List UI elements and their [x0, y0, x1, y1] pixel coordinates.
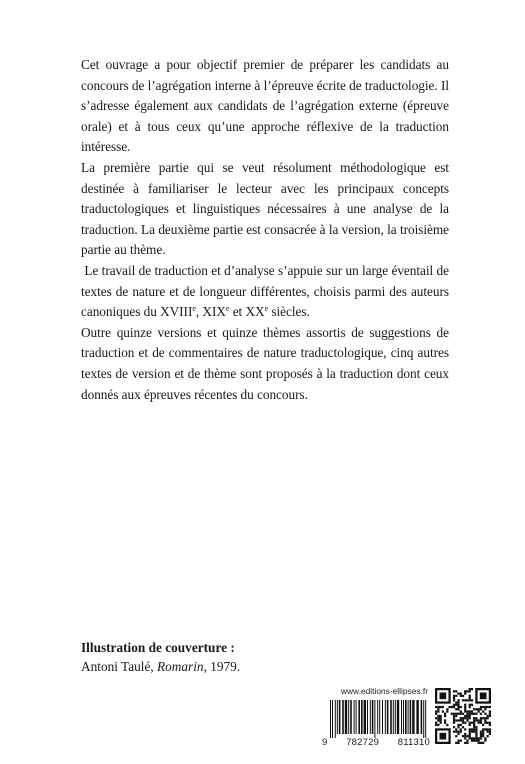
qr-module — [435, 722, 437, 724]
qr-module — [466, 699, 468, 701]
barcode-bar — [332, 700, 333, 738]
qr-module — [453, 695, 455, 697]
qr-module — [439, 717, 441, 719]
isbn-barcode — [322, 700, 430, 738]
qr-module — [480, 713, 482, 715]
qr-module — [469, 717, 471, 719]
barcode-bar — [412, 700, 414, 734]
qr-module — [482, 733, 484, 735]
qr-module — [478, 719, 480, 721]
qr-module — [473, 724, 475, 726]
qr-module — [462, 695, 464, 697]
qr-module — [439, 706, 441, 708]
qr-module — [444, 719, 446, 721]
barcode-bar — [387, 700, 389, 734]
qr-module — [457, 701, 459, 703]
illustration-work: Romarin — [157, 659, 204, 674]
qr-module — [487, 706, 489, 708]
barcode-bar — [397, 700, 399, 734]
barcode-bar — [339, 700, 341, 734]
qr-module — [469, 722, 471, 724]
qr-module — [473, 719, 475, 721]
qr-module — [480, 731, 482, 733]
qr-finder-center — [480, 692, 487, 699]
barcode-bar — [395, 700, 396, 734]
qr-module — [475, 713, 477, 715]
qr-module — [478, 708, 480, 710]
qr-module — [453, 731, 455, 733]
blurb-paragraph-2: La première partie qui se veut résolument méthodologique est destinée à familiariser le lecteur avec les principaux concepts traductologiques et linguistiques nécessaires à une analyse de la traduction. La deuxième partie est consacrée à la version, la troisième partie au thème. — [81, 159, 449, 258]
qr-module — [473, 708, 475, 710]
barcode-bar — [350, 700, 352, 734]
qr-module — [457, 719, 459, 721]
qr-module — [437, 717, 439, 719]
qr-module — [475, 726, 477, 728]
qr-module — [457, 692, 459, 694]
qr-module — [457, 699, 459, 701]
isbn-digit-group-2: 811310 — [397, 737, 430, 748]
qr-module — [482, 710, 484, 712]
illustration-year: , 1979. — [203, 659, 241, 674]
qr-module — [475, 737, 477, 739]
qr-module — [475, 717, 477, 719]
qr-module — [480, 733, 482, 735]
qr-module — [464, 710, 466, 712]
barcode-bar — [358, 700, 360, 734]
qr-module — [469, 713, 471, 715]
qr-module — [435, 717, 437, 719]
qr-module — [484, 728, 486, 730]
barcode-bar — [374, 700, 375, 738]
qr-module — [460, 728, 462, 730]
illustration-artist: Antoni Taulé, — [81, 659, 154, 674]
qr-module — [462, 699, 464, 701]
qr-module — [437, 719, 439, 721]
barcode-bar — [348, 700, 349, 734]
barcode-bar — [335, 700, 336, 738]
qr-module — [484, 722, 486, 724]
barcode-bar — [370, 700, 371, 734]
qr-module — [489, 731, 491, 733]
qr-module — [453, 697, 455, 699]
qr-module — [460, 706, 462, 708]
qr-module — [478, 710, 480, 712]
qr-module — [455, 713, 457, 715]
qr-module — [466, 717, 468, 719]
blurb-paragraph-3-text: Le travail de traduction et d’analyse s’appuie sur un large éventail de textes de nature et de longueur différentes, choisis parmi des auteurs canoniques du — [81, 262, 449, 320]
qr-module — [460, 740, 462, 742]
century-20: XX — [245, 304, 265, 320]
qr-module — [489, 710, 491, 712]
qr-module — [489, 722, 491, 724]
qr-module — [473, 728, 475, 730]
qr-module — [455, 704, 457, 706]
qr-module — [489, 715, 491, 717]
barcode-bar — [385, 700, 386, 734]
barcode-bar — [379, 700, 380, 734]
qr-module — [466, 735, 468, 737]
qr-module — [466, 742, 468, 744]
blurb-paragraph-1: Cet ouvrage a pour objectif premier de préparer les candidats au concours de l’agrégation interne à l’épreuve écrite de traductologie. Il s’adresse également aux candidats de l’agrégation externe (épreuve orale) et à tous ceux qu’une approche réflexive de la traduction intéresse. — [81, 57, 449, 155]
barcode-bar — [401, 700, 402, 734]
qr-module — [484, 706, 486, 708]
blurb-paragraph-3: Le travail de traduction et d’analyse s’appuie sur un large éventail de textes de nature et de longueur différentes, choisis parmi des auteurs canoniques du XVIIIe, XIXe et XXe siècles. — [81, 262, 449, 320]
qr-module — [478, 722, 480, 724]
qr-module — [480, 708, 482, 710]
barcode-bar — [410, 700, 412, 734]
qr-module — [487, 717, 489, 719]
barcode-bar — [421, 700, 423, 734]
qr-module — [455, 708, 457, 710]
qr-module — [457, 726, 459, 728]
qr-module — [464, 692, 466, 694]
barcode-bar — [342, 700, 344, 734]
illustration-label: Illustration de couverture : — [81, 640, 235, 655]
qr-module — [444, 713, 446, 715]
qr-module — [460, 710, 462, 712]
qr-module — [464, 715, 466, 717]
qr-module — [453, 717, 455, 719]
qr-module — [439, 715, 441, 717]
qr-module — [444, 715, 446, 717]
qr-module — [455, 715, 457, 717]
qr-module — [475, 708, 477, 710]
qr-module — [484, 719, 486, 721]
illustration-credit — [81, 638, 381, 676]
century-19: XIX — [202, 304, 226, 320]
barcode-bar — [390, 700, 392, 734]
qr-module — [455, 719, 457, 721]
barcode-bar — [377, 700, 378, 734]
qr-module — [455, 695, 457, 697]
qr-module — [482, 742, 484, 744]
qr-module — [469, 704, 471, 706]
qr-module — [455, 728, 457, 730]
qr-module — [460, 724, 462, 726]
qr-module — [451, 706, 453, 708]
qr-module — [453, 715, 455, 717]
qr-module — [462, 722, 464, 724]
qr-module — [466, 715, 468, 717]
century-19-suffix: e — [225, 304, 230, 314]
qr-module — [473, 713, 475, 715]
qr-module — [487, 715, 489, 717]
qr-module — [464, 737, 466, 739]
qr-module — [482, 735, 484, 737]
barcode-bar — [393, 700, 394, 734]
qr-module — [455, 701, 457, 703]
qr-module — [457, 742, 459, 744]
qr-module — [473, 726, 475, 728]
qr-module — [473, 737, 475, 739]
qr-code — [435, 688, 491, 744]
qr-module — [489, 733, 491, 735]
qr-module — [469, 688, 471, 690]
qr-module — [475, 728, 477, 730]
qr-module — [480, 719, 482, 721]
publisher-website: www.editions-ellipses.fr — [340, 686, 428, 696]
qr-module — [462, 713, 464, 715]
qr-module — [464, 708, 466, 710]
qr-module — [444, 722, 446, 724]
qr-module — [478, 737, 480, 739]
qr-module — [480, 722, 482, 724]
qr-module — [464, 742, 466, 744]
qr-module — [480, 742, 482, 744]
barcode-bar — [425, 700, 426, 738]
barcode-bar — [345, 700, 347, 734]
qr-module — [480, 737, 482, 739]
barcode-bar — [382, 700, 383, 734]
qr-module — [482, 717, 484, 719]
qr-module — [480, 717, 482, 719]
qr-module — [437, 724, 439, 726]
barcode-bar — [367, 700, 368, 734]
qr-module — [469, 695, 471, 697]
qr-module — [453, 704, 455, 706]
barcode-bar — [423, 700, 424, 738]
qr-module — [460, 692, 462, 694]
qr-module — [464, 690, 466, 692]
barcode-bar — [372, 700, 374, 734]
qr-module — [460, 713, 462, 715]
qr-module — [473, 717, 475, 719]
qr-module — [484, 717, 486, 719]
qr-module — [464, 699, 466, 701]
century-18-suffix: e — [192, 304, 196, 314]
isbn-digit-prefix: 9 — [322, 737, 328, 748]
qr-module — [475, 719, 477, 721]
qr-module — [469, 731, 471, 733]
qr-module — [469, 728, 471, 730]
qr-module — [457, 713, 459, 715]
qr-module — [482, 724, 484, 726]
qr-module — [453, 722, 455, 724]
qr-module — [455, 735, 457, 737]
qr-module — [462, 735, 464, 737]
qr-module — [455, 731, 457, 733]
qr-module — [437, 710, 439, 712]
qr-module — [471, 722, 473, 724]
qr-module — [462, 719, 464, 721]
qr-module — [464, 728, 466, 730]
qr-module — [437, 708, 439, 710]
qr-module — [466, 719, 468, 721]
qr-module — [451, 713, 453, 715]
qr-module — [442, 706, 444, 708]
qr-module — [484, 708, 486, 710]
qr-module — [453, 719, 455, 721]
barcode-bar — [364, 700, 366, 734]
qr-module — [469, 735, 471, 737]
qr-module — [460, 717, 462, 719]
barcode-bar — [354, 700, 355, 734]
qr-module — [457, 740, 459, 742]
barcode-bar — [408, 700, 409, 734]
qr-module — [464, 717, 466, 719]
qr-module — [457, 708, 459, 710]
qr-module — [453, 726, 455, 728]
qr-module — [464, 722, 466, 724]
blurb-paragraph-3-end: siècles. — [271, 304, 310, 320]
century-18: XVIII — [160, 304, 193, 320]
qr-module — [475, 733, 477, 735]
qr-module — [435, 706, 437, 708]
qr-module — [453, 706, 455, 708]
qr-module — [469, 699, 471, 701]
qr-module — [484, 713, 486, 715]
qr-module — [471, 710, 473, 712]
qr-module — [439, 719, 441, 721]
qr-module — [471, 737, 473, 739]
qr-module — [466, 740, 468, 742]
isbn-digit-group-1: 782729 — [346, 737, 380, 748]
qr-module — [460, 731, 462, 733]
qr-module — [471, 731, 473, 733]
qr-module — [437, 715, 439, 717]
qr-module — [455, 690, 457, 692]
qr-module — [457, 704, 459, 706]
qr-module — [469, 690, 471, 692]
qr-module — [475, 740, 477, 742]
qr-module — [475, 731, 477, 733]
barcode-bar — [337, 700, 338, 734]
qr-module — [484, 737, 486, 739]
century-20-suffix: e — [264, 304, 269, 314]
blurb-paragraph-4: Outre quinze versions et quinze thèmes assortis de suggestions de traduction et de commentaires de nature traductologique, cinq autres textes de version et de thème sont proposés à la traduction dont ceux donnés aux épreuves récentes du concours. — [81, 324, 449, 402]
qr-module — [473, 740, 475, 742]
qr-module — [487, 735, 489, 737]
qr-finder-center — [439, 733, 446, 740]
qr-module — [453, 699, 455, 701]
qr-module — [478, 740, 480, 742]
qr-module — [446, 710, 448, 712]
qr-module — [466, 710, 468, 712]
qr-module — [478, 742, 480, 744]
qr-module — [439, 722, 441, 724]
qr-module — [482, 728, 484, 730]
qr-module — [482, 706, 484, 708]
qr-module — [469, 737, 471, 739]
qr-module — [489, 728, 491, 730]
qr-module — [469, 724, 471, 726]
qr-module — [466, 690, 468, 692]
qr-module — [471, 688, 473, 690]
qr-module — [437, 706, 439, 708]
qr-module — [457, 731, 459, 733]
qr-finder-center — [439, 692, 446, 699]
qr-module — [435, 710, 437, 712]
qr-module — [460, 695, 462, 697]
qr-module — [489, 706, 491, 708]
qr-module — [457, 733, 459, 735]
barcode-bar — [356, 700, 357, 734]
qr-module — [480, 706, 482, 708]
qr-module — [489, 713, 491, 715]
qr-module — [471, 699, 473, 701]
qr-module — [453, 690, 455, 692]
barcode-bar — [403, 700, 404, 734]
qr-module — [435, 713, 437, 715]
qr-module — [464, 704, 466, 706]
qr-module — [466, 713, 468, 715]
qr-module — [462, 717, 464, 719]
qr-module — [464, 733, 466, 735]
qr-module — [464, 706, 466, 708]
qr-module — [462, 726, 464, 728]
qr-module — [460, 719, 462, 721]
illustration-details — [81, 657, 381, 676]
qr-module — [446, 724, 448, 726]
qr-module — [453, 713, 455, 715]
qr-module — [473, 731, 475, 733]
qr-module — [471, 713, 473, 715]
barcode-bar — [405, 700, 407, 734]
qr-module — [435, 724, 437, 726]
qr-module — [475, 735, 477, 737]
isbn-digits — [322, 737, 430, 748]
qr-module — [487, 728, 489, 730]
qr-module — [457, 724, 459, 726]
cover-blurb — [81, 55, 449, 405]
barcode-bar — [416, 700, 418, 734]
qr-module — [471, 704, 473, 706]
qr-module — [469, 706, 471, 708]
qr-module — [487, 722, 489, 724]
barcode-bar — [361, 700, 363, 734]
qr-module — [442, 710, 444, 712]
qr-module — [480, 735, 482, 737]
qr-module — [489, 724, 491, 726]
qr-module — [469, 710, 471, 712]
qr-module — [446, 708, 448, 710]
qr-module — [464, 735, 466, 737]
qr-module — [482, 731, 484, 733]
qr-module — [448, 706, 450, 708]
qr-module — [457, 706, 459, 708]
qr-module — [484, 740, 486, 742]
qr-module — [469, 733, 471, 735]
conjunction-et: et — [232, 304, 243, 320]
qr-module — [473, 722, 475, 724]
qr-module — [469, 715, 471, 717]
qr-module — [471, 728, 473, 730]
barcode-bar — [330, 700, 331, 738]
qr-module — [471, 740, 473, 742]
qr-module — [469, 697, 471, 699]
qr-module — [487, 731, 489, 733]
qr-module — [455, 742, 457, 744]
